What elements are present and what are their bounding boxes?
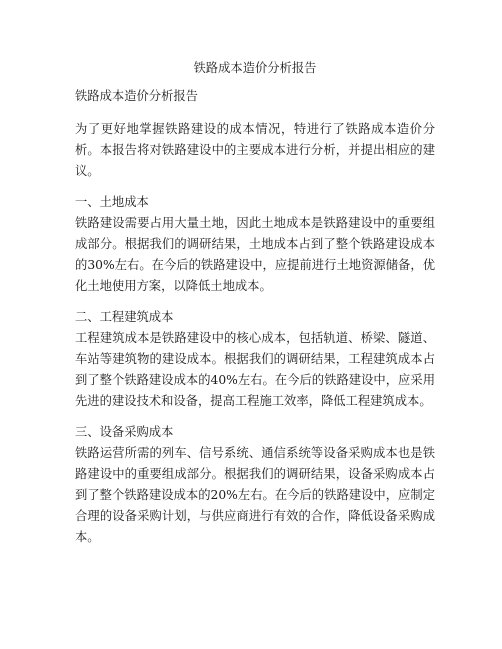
- section-land-cost: [75, 192, 435, 297]
- section-heading: 二、工程建筑成本: [75, 310, 174, 324]
- document-title: 铁路成本造价分析报告: [193, 61, 317, 75]
- document-subtitle: 铁路成本造价分析报告: [75, 89, 198, 103]
- section-body: 工程建筑成本是铁路建设中的核心成本，包括轨道、桥梁、隧道、车站等建筑物的建设成本。根据我们的调研结果，工程建筑成本占到了整个铁路建设成本的40%左右。在今后的铁路建设中，应采用先进的建设技术和设备，提高工程施工效率，降低工程建筑成本。: [75, 331, 435, 408]
- section-body: 铁路运营所需的列车、信号系统、通信系统等设备采购成本也是铁路建设中的重要组成部分。根据我们的调研结果，设备采购成本占到了整个铁路建设成本的20%左右。在今后的铁路建设中，应制定合理的设备采购计划，与供应商进行有效的合作，降低设备采购成本。: [75, 446, 435, 544]
- section-body: 铁路建设需要占用大量土地，因此土地成本是铁路建设中的重要组成部分。根据我们的调研结果，土地成本占到了整个铁路建设成本的30%左右。在今后的铁路建设中，应提前进行土地资源储备，优化土地使用方案，以降低土地成本。: [75, 216, 435, 293]
- intro-paragraph: 为了更好地掌握铁路建设的成本情况，特进行了铁路成本造价分析。本报告将对铁路建设中的主要成本进行分析，并提出相应的建议。: [75, 122, 435, 178]
- section-construction-cost: [75, 307, 435, 412]
- section-heading: 一、土地成本: [75, 195, 149, 209]
- section-equipment-cost: [75, 422, 435, 548]
- document-page: [75, 58, 435, 558]
- section-heading: 三、设备采购成本: [75, 425, 174, 439]
